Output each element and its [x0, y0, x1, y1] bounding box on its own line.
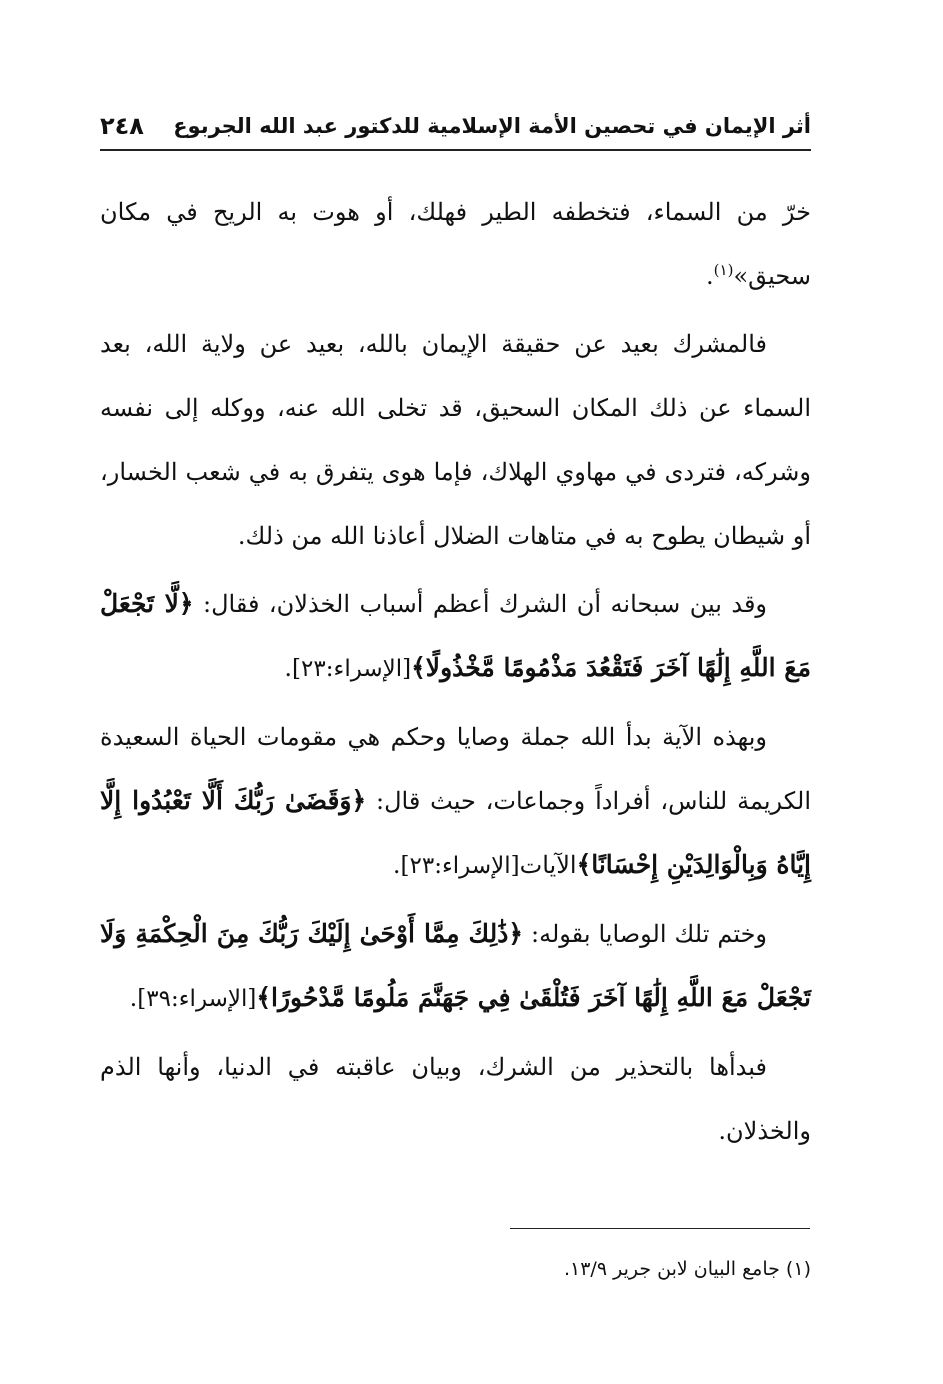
- paragraph-intro: وقد بين سبحانه أن الشرك أعظم أسباب الخذلان، فقال:: [193, 590, 768, 618]
- verse-reference: [الإسراء:٢٣]: [400, 853, 520, 879]
- paragraph-1: [100, 180, 811, 308]
- paragraph-end: .: [284, 654, 293, 682]
- paragraph-text: خرّ من السماء، فتخطفه الطير فهلك، أو هوت به الريح في مكان سحيق»: [100, 198, 811, 290]
- running-header: [100, 103, 811, 151]
- paragraph-3: [100, 572, 811, 701]
- footnote: (١) جامع البيان لابن جرير ١٣/٩.: [563, 1258, 811, 1280]
- main-text: [100, 180, 811, 1163]
- paragraph-6: [100, 1035, 811, 1163]
- quran-verse: ﴿لَّا تَجْعَلْ مَعَ اللَّهِ إِلَٰهًا آخَرَ فَتَقْعُدَ مَذْمُومًا مَّخْذُولًا﴾: [100, 589, 811, 682]
- paragraph-intro: وبهذه الآية بدأ الله جملة وصايا وحكم هي مقومات الحياة السعيدة الكريمة للناس، أفراداً وجماعات، حيث قال:: [100, 723, 811, 815]
- footnote-marker: (١): [713, 261, 734, 279]
- paragraph-end: .: [392, 851, 401, 879]
- paragraph-end: .: [706, 262, 714, 290]
- verse-reference: [الإسراء:٢٣]: [292, 656, 412, 682]
- quran-verse: ﴿ذَٰلِكَ مِمَّا أَوْحَىٰ إِلَيْكَ رَبُّكَ مِنَ الْحِكْمَةِ وَلَا تَجْعَلْ مَعَ اللَّهِ إِلَٰهًا آخَرَ فَتُلْقَىٰ فِي جَهَنَّمَ مَلُومًا مَّدْحُورًا﴾: [100, 919, 811, 1012]
- paragraph-2: [100, 312, 811, 568]
- header-title: أثر الإيمان في تحصين الأمة الإسلامية للدكتور عبد الله الجربوع: [173, 114, 811, 138]
- paragraph-text: فالمشرك بعيد عن حقيقة الإيمان بالله، بعيد عن ولاية الله، بعد السماء عن ذلك المكان السحيق، قد تخلى الله عنه، ووكله إلى نفسه وشركه، فتردى في مهاوي الهلاك، فإما هوى يتفرق به في شعب الخسار، أو شيطان يطوح به في متاهات الضلال أعاذنا الله من ذلك.: [100, 330, 812, 550]
- paragraph-5: [100, 902, 811, 1031]
- quran-verse: ﴿وَقَضَىٰ رَبُّكَ أَلَّا تَعْبُدُوا إِلَّا إِيَّاهُ وَبِالْوَالِدَيْنِ إِحْسَانًا﴾: [100, 786, 811, 879]
- verses-label: الآيات: [519, 851, 577, 879]
- page-number: ٢٤٨: [100, 112, 144, 140]
- paragraph-4: [100, 705, 811, 898]
- paragraph-end: .: [129, 984, 138, 1012]
- paragraph-text: فبدأها بالتحذير من الشرك، وبيان عاقبته في الدنيا، وأنها الذم والخذلان.: [100, 1053, 811, 1145]
- footnote-divider: [510, 1228, 810, 1229]
- paragraph-intro: وختم تلك الوصايا بقوله:: [523, 920, 767, 948]
- verse-reference: [الإسراء:٣٩]: [137, 986, 257, 1012]
